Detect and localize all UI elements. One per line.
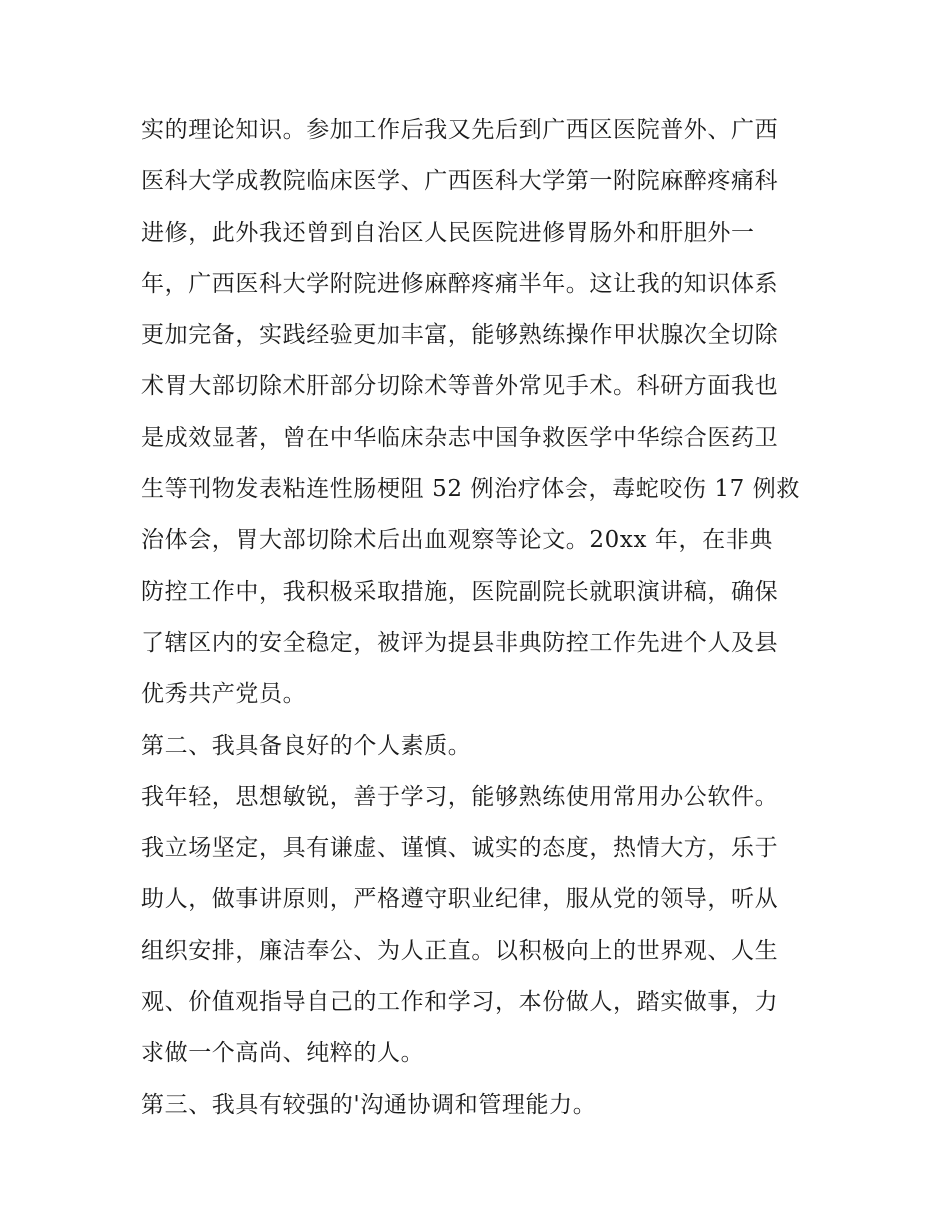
text-line: 观、价值观指导自己的工作和学习，本份做人，踏实做事，力 [141, 989, 779, 1016]
text-line: 实的理论知识。参加工作后我又先后到广西区医院普外、广西 [141, 117, 779, 143]
text-line: 优秀共产党员。 [141, 681, 307, 708]
text-line: 了辖区内的安全稳定，被评为提县非典防控工作先进个人及县 [141, 629, 779, 656]
text-line: 防控工作中，我积极采取措施，医院副院长就职演讲稿，确保 [141, 578, 779, 605]
text-line: 治体会，胃大部切除术后出血观察等论文。20xx 年，在非典 [141, 527, 773, 554]
text-line: 助人，做事讲原则，严格遵守职业纪律，服从党的领导，听从 [141, 886, 779, 913]
body-text [141, 105, 821, 1131]
section-heading: 第三、我具有较强的'沟通协调和管理能力。 [141, 1091, 597, 1118]
text-line: 更加完备，实践经验更加丰富，能够熟练操作甲状腺次全切除 [141, 322, 779, 349]
text-line: 我年轻，思想敏锐，善于学习，能够熟练使用常用办公软件。 [141, 783, 779, 810]
section-heading: 第二、我具备良好的个人素质。 [141, 732, 472, 759]
text-line: 医科大学成教院临床医学、广西医科大学第一附院麻醉疼痛科 [141, 168, 779, 195]
text-line: 年，广西医科大学附院进修麻醉疼痛半年。这让我的知识体系 [141, 270, 779, 297]
text-line: 组织安排，廉洁奉公、为人正直。以积极向上的世界观、人生 [141, 937, 779, 964]
text-line: 求做一个高尚、纯粹的人。 [141, 1040, 425, 1067]
text-line: 进修，此外我还曾到自治区人民医院进修胃肠外和肝胆外一 [141, 219, 755, 246]
text-line: 生等刊物发表粘连性肠梗阻 52 例治疗体会，毒蛇咬伤 17 例救 [141, 476, 800, 503]
text-line: 术胃大部切除术肝部分切除术等普外常见手术。科研方面我也 [141, 373, 779, 400]
text-line: 是成效显著，曾在中华临床杂志中国争救医学中华综合医药卫 [141, 424, 779, 451]
text-line: 我立场坚定，具有谦虚、谨慎、诚实的态度，热情大方，乐于 [141, 835, 779, 862]
